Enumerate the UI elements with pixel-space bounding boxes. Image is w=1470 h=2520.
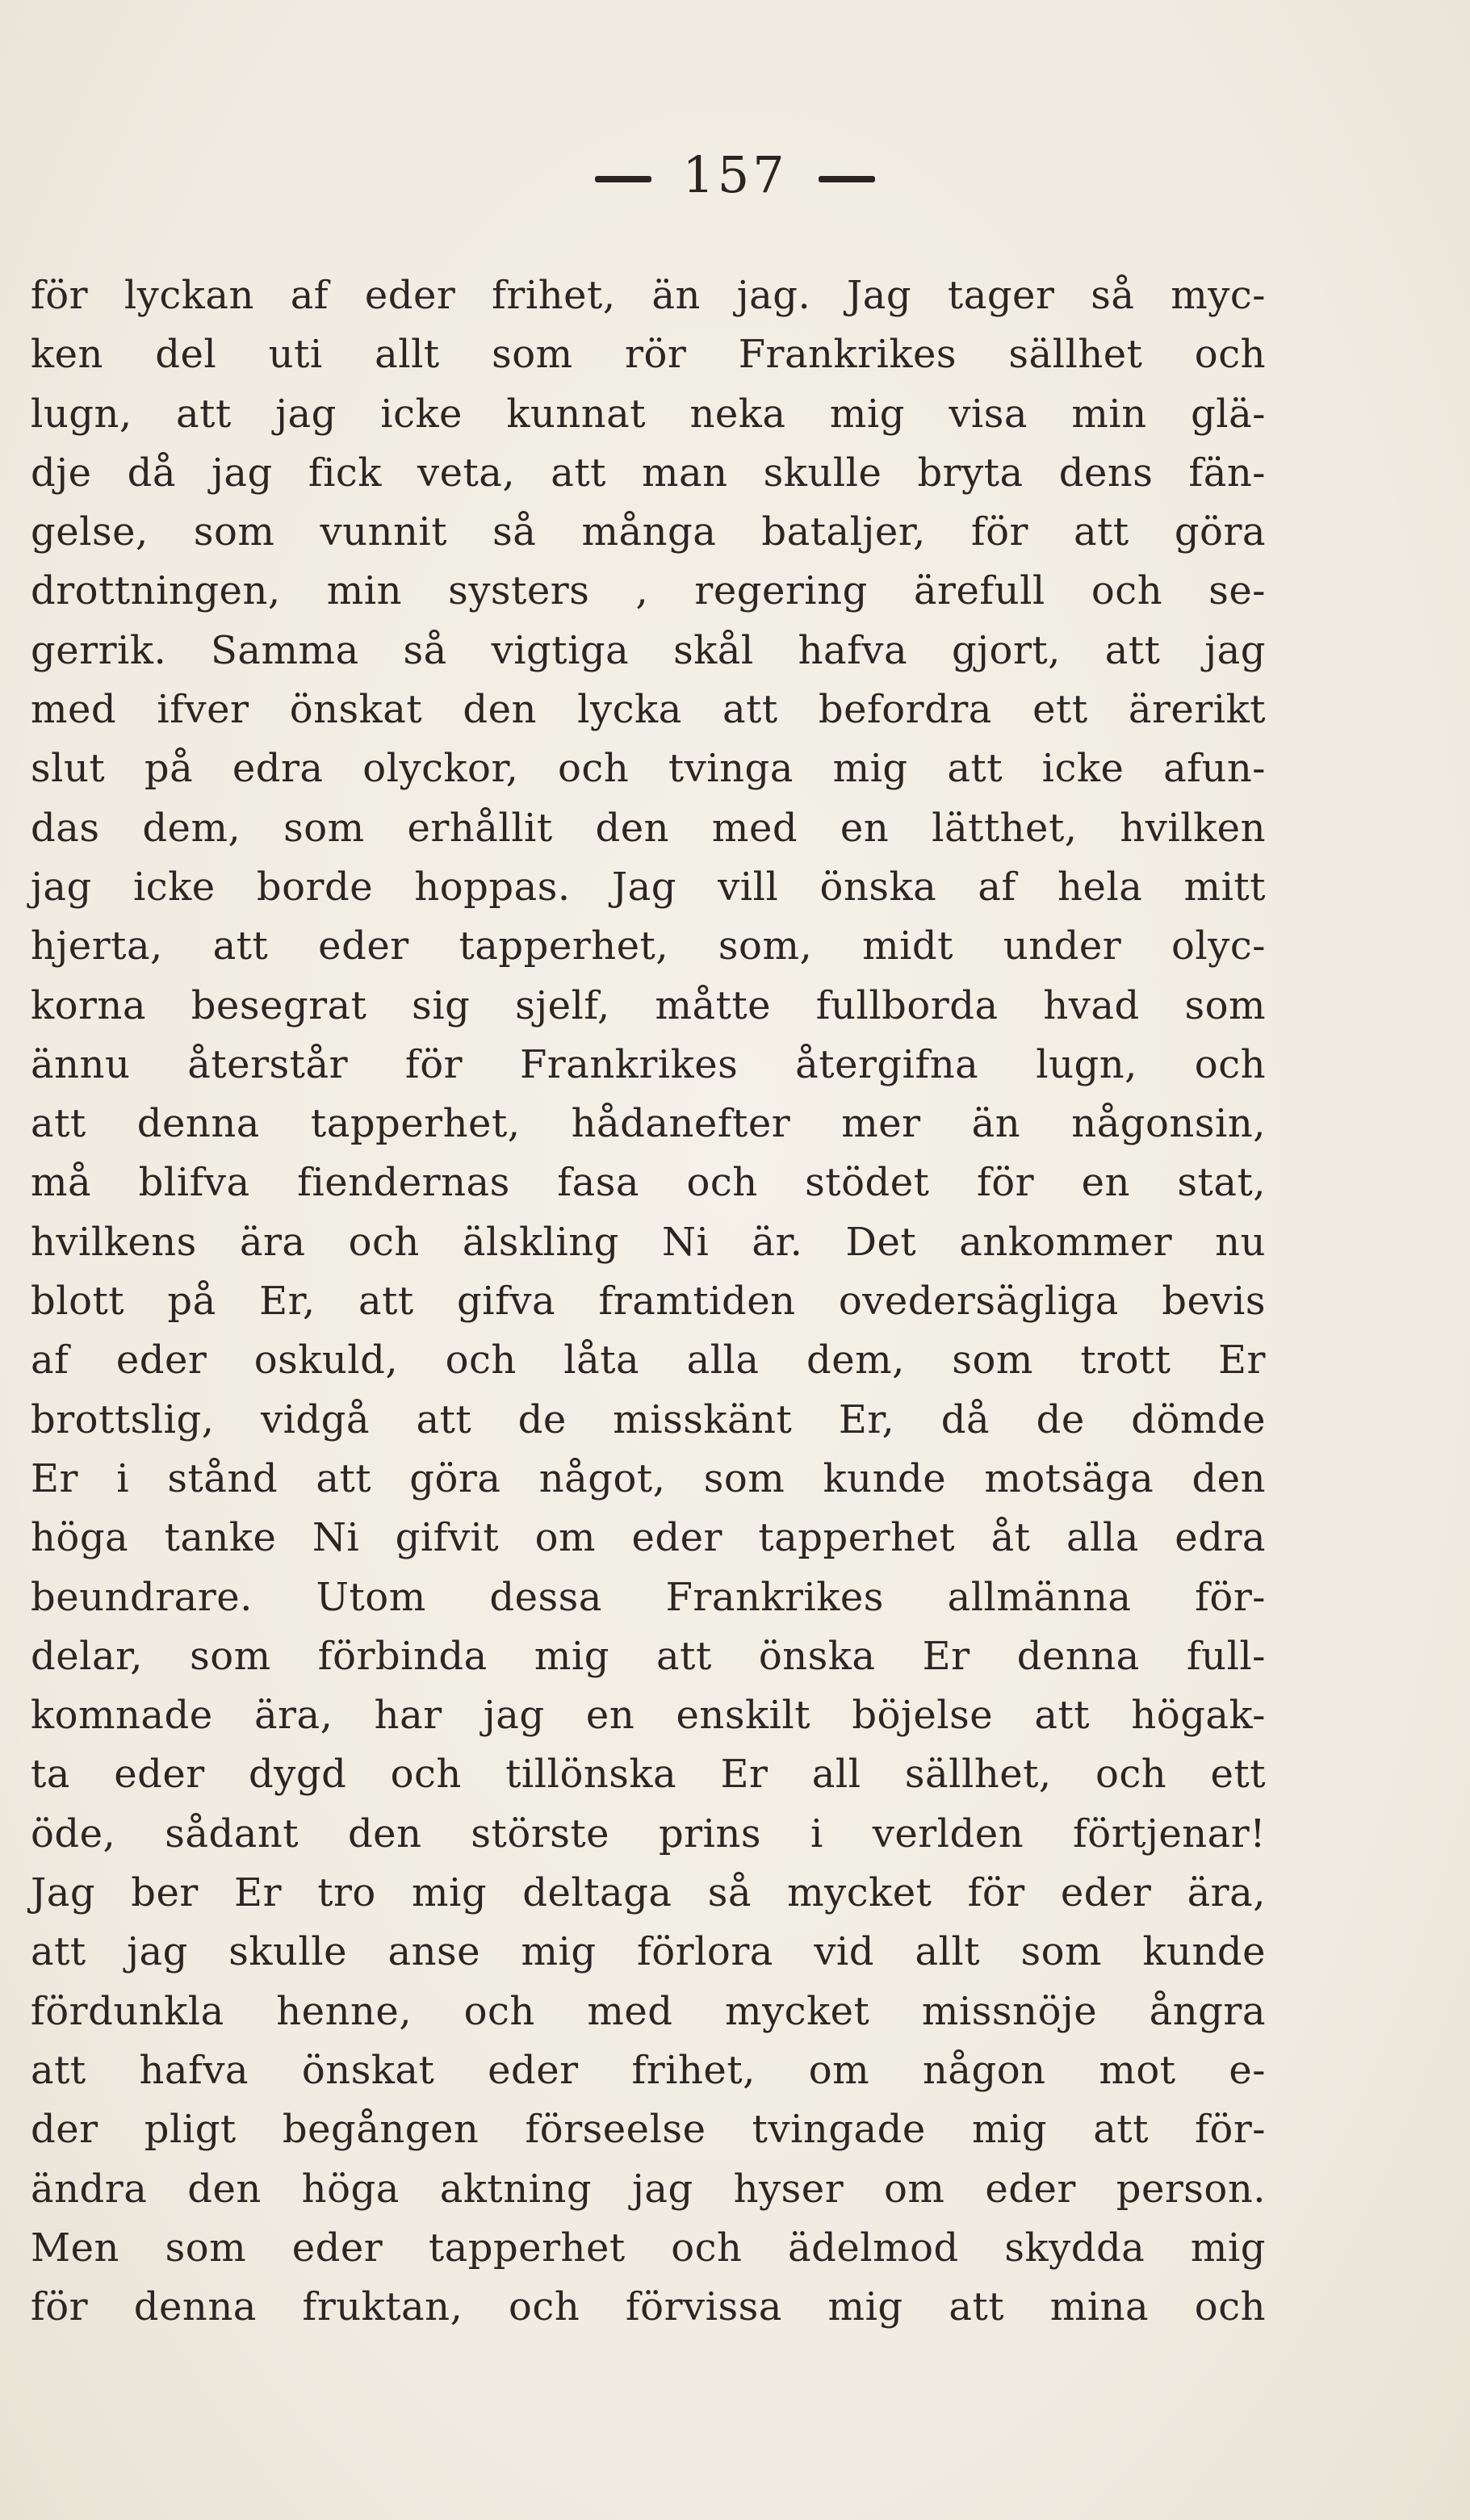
text-line: ken del uti allt som rör Frankrikes sällhet och [31, 332, 1266, 378]
page-header [0, 145, 1470, 204]
text-line: höga tanke Ni gifvit om eder tapperhet åt alla edra [31, 1515, 1266, 1561]
text-line: Er i stånd att göra något, som kunde motsäga den [31, 1455, 1266, 1501]
text-line: af eder oskuld, och låta alla dem, som trott Er [31, 1337, 1266, 1383]
text-line: blott på Er, att gifva framtiden ovedersägliga bevis [31, 1279, 1266, 1325]
text-line: beundrare. Utom dessa Frankrikes allmänna för- [31, 1574, 1266, 1620]
text-line: ta eder dygd och tillönska Er all sällhet, och ett [31, 1752, 1266, 1798]
page-number: 157 [682, 145, 788, 204]
text-line: fördunkla henne, och med mycket missnöje ångra [31, 1988, 1266, 2034]
text-line: ännu återstår för Frankrikes återgifna lugn, och [31, 1041, 1266, 1087]
text-line: dje då jag fick veta, att man skulle bryta dens fän- [31, 450, 1266, 496]
text-line: delar, som förbinda mig att önska Er denna full- [31, 1633, 1266, 1679]
text-line: Men som eder tapperhet och ädelmod skydda mig [31, 2225, 1266, 2271]
text-line: med ifver önskat den lycka att befordra ett ärerikt [31, 687, 1266, 733]
right-dash [819, 176, 875, 182]
body-text [31, 266, 1266, 2337]
text-line: för lyckan af eder frihet, än jag. Jag tager så myc- [31, 273, 1266, 318]
text-line: hjerta, att eder tapperhet, som, midt under olyc- [31, 923, 1266, 969]
text-line: att denna tapperhet, hådanefter mer än någonsin, [31, 1101, 1266, 1147]
text-line: gerrik. Samma så vigtiga skål hafva gjort, att jag [31, 627, 1266, 673]
text-line: korna besegrat sig sjelf, måtte fullborda hvad som [31, 982, 1266, 1028]
text-line: lugn, att jag icke kunnat neka mig visa min glä- [31, 391, 1266, 437]
text-line: för denna fruktan, och förvissa mig att mina och [31, 2284, 1266, 2330]
text-line: der pligt begången förseelse tvingade mig att för- [31, 2107, 1266, 2153]
text-line: drottningen, min systers , regering ärefull och se- [31, 568, 1266, 614]
text-line: öde, sådant den störste prins i verlden förtjenar! [31, 1810, 1266, 1857]
left-dash [595, 176, 651, 182]
text-line: ändra den höga aktning jag hyser om eder person. [31, 2166, 1266, 2212]
text-line: Jag ber Er tro mig deltaga så mycket för eder ära, [31, 1870, 1266, 1916]
text-line: må blifva fiendernas fasa och stödet för en stat, [31, 1160, 1266, 1206]
text-line: slut på edra olyckor, och tvinga mig att icke afun- [31, 746, 1266, 792]
text-line: das dem, som erhållit den med en lätthet, hvilken [31, 805, 1266, 851]
text-line: komnade ära, har jag en enskilt böjelse att högak- [31, 1693, 1266, 1739]
text-line: att hafva önskat eder frihet, om någon mot e- [31, 2047, 1266, 2093]
text-line: brottslig, vidgå att de misskänt Er, då de dömde [31, 1396, 1266, 1442]
text-line: att jag skulle anse mig förlora vid allt som kunde [31, 1929, 1266, 1975]
text-line: jag icke borde hoppas. Jag vill önska af hela mitt [31, 864, 1266, 910]
text-line: gelse, som vunnit så många bataljer, för att göra [31, 509, 1266, 555]
text-line: hvilkens ära och älskling Ni är. Det ankommer nu [31, 1219, 1266, 1265]
